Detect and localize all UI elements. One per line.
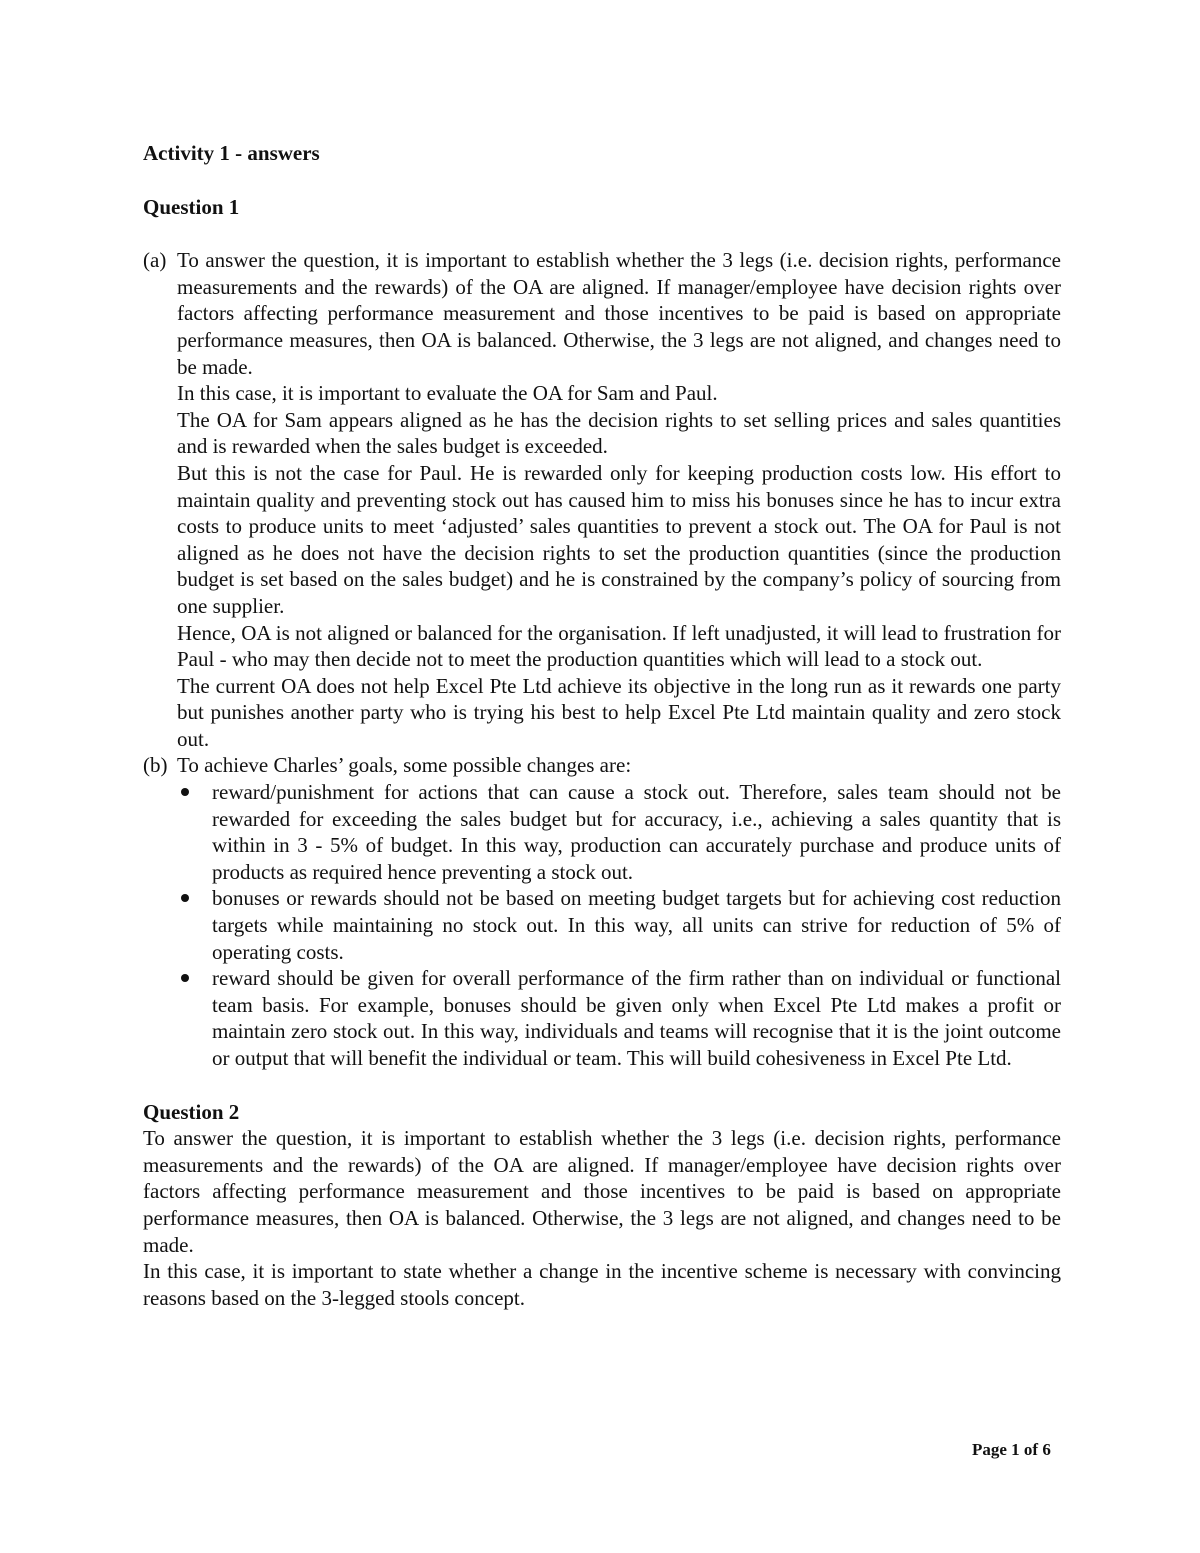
part-a-paragraph: To answer the question, it is important to establish whether the 3 legs (i.e. decision rights, performance measurements and the rewards) of the OA are aligned. If manager/employee have decision rights over factors affecting performance measurement and those incentives to be paid is based on appropriate performance measures, then OA is balanced. Otherwise, the 3 legs are not aligned, and changes need to be made. (177, 248, 1061, 379)
document-page (143, 140, 1061, 1311)
question-2-paragraph: To answer the question, it is important to establish whether the 3 legs (i.e. decision rights, performance measurements and the rewards) of the OA are aligned. If manager/employee have decision rights over factors affecting performance measurement and those incentives to be paid is based on appropriate performance measures, then OA is balanced. Otherwise, the 3 legs are not aligned, and changes need to be made. (143, 1126, 1061, 1257)
bullet-text: bonuses or rewards should not be based on meeting budget targets but for achieving cost reduction targets while maintaining no stock out. In this way, all units can strive for reduction of 5% of operating costs. (212, 886, 1061, 964)
part-b-bullet-list (177, 779, 1061, 1072)
bullet-text: reward should be given for overall performance of the firm rather than on individual or functional team basis. For example, bonuses should be given only when Excel Pte Ltd makes a profit or maintain zero stock out. In this way, individuals and teams will recognise that it is the joint outcome or output that will benefit the individual or team. This will build cohesiveness in Excel Pte Ltd. (212, 966, 1061, 1070)
question-2-heading: Question 2 (143, 1099, 240, 1124)
question-2-answer (143, 1125, 1061, 1311)
bullet-text: reward/punishment for actions that can cause a stock out. Therefore, sales team should not be rewarded for exceeding the sales budget but for accuracy, i.e., achieving a sales quantity that is within in 3 - 5% of budget. In this way, production can accurately purchase and produce units of products as required hence preventing a stock out. (212, 780, 1061, 884)
question-2-paragraph: In this case, it is important to state whether a change in the incentive scheme is necessary with convincing reasons based on the 3-legged stools concept. (143, 1259, 1061, 1310)
part-a-paragraph: The current OA does not help Excel Pte Ltd achieve its objective in the long run as it rewards one party but punishes another party who is trying his best to help Excel Pte Ltd maintain quality and zero stock out. (177, 673, 1061, 751)
part-b-marker: (b) (143, 753, 168, 778)
part-a-paragraph: In this case, it is important to evaluate the OA for Sam and Paul. (177, 381, 718, 406)
bullet-icon (181, 894, 189, 902)
part-a-marker: (a) (143, 248, 167, 273)
page-number: Page 1 of 6 (972, 1440, 1051, 1459)
list-item (177, 779, 1061, 885)
part-b-intro: To achieve Charles’ goals, some possible changes are: (177, 753, 632, 778)
part-a-paragraph: The OA for Sam appears aligned as he has the decision rights to set selling prices and sales quantities and is rewarded when the sales budget is exceeded. (177, 407, 1061, 459)
part-a-paragraph: But this is not the case for Paul. He is rewarded only for keeping production costs low. His effort to maintain quality and preventing stock out has caused him to miss his bonuses since he has to incur extra costs to produce units to meet ‘adjusted’ sales quantities to prevent a stock out. The OA for Paul is not aligned as he does not have the decision rights to set the production quantities (since the production budget is set based on the sales budget) and he is constrained by the company’s policy of sourcing from one supplier. (177, 460, 1061, 618)
document-title: Activity 1 - answers (143, 141, 320, 165)
list-item (177, 965, 1061, 1071)
part-a (143, 247, 1061, 752)
bullet-icon (181, 788, 189, 796)
part-a-paragraph: Hence, OA is not aligned or balanced for the organisation. If left unadjusted, it will lead to frustration for Paul - who may then decide not to meet the production quantities which will lead to a stock out. (177, 620, 1061, 672)
part-b (143, 752, 1061, 1071)
list-item (177, 885, 1061, 965)
question-1-answers (143, 247, 1061, 1071)
bullet-icon (181, 974, 189, 982)
question-1-heading: Question 1 (143, 194, 240, 219)
